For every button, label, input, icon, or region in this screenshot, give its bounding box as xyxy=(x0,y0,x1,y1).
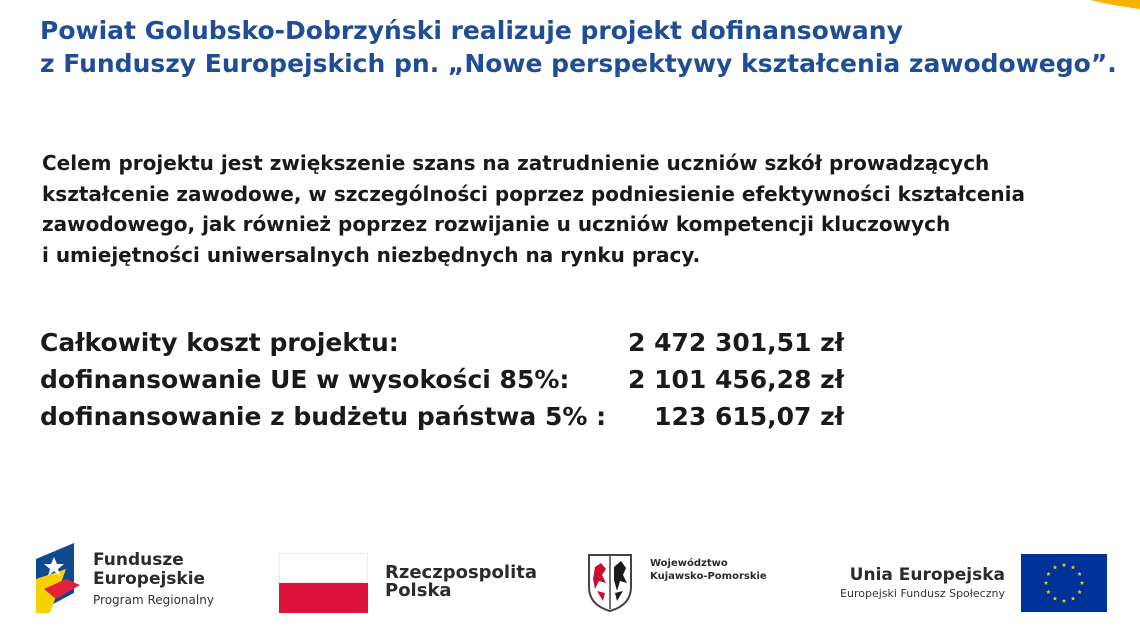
rp-line-2: Polska xyxy=(385,580,452,601)
cost-value: 123 615,07 zł xyxy=(654,402,844,431)
cost-label: dofinansowanie z budżetu państwa 5% : xyxy=(40,402,607,431)
project-description xyxy=(42,148,1025,270)
cost-row-total xyxy=(40,324,850,361)
corner-accent xyxy=(1080,0,1140,12)
cost-label: dofinansowanie UE w wysokości 85%: xyxy=(40,365,570,394)
kp-line-1: Województwo xyxy=(650,558,728,569)
kujawsko-pomorskie-crest-icon xyxy=(587,553,633,613)
description-line-4: i umiejętności uniwersalnych niezbędnych na rynku pracy. xyxy=(42,242,701,267)
ue-line-2: Europejski Fundusz Społeczny xyxy=(840,587,1005,600)
fe-line-3: Program Regionalny xyxy=(93,593,214,607)
fe-line-2: Europejskie xyxy=(93,569,206,589)
title-line-2: z Funduszy Europejskich pn. „Nowe perspektywy kształcenia zawodowego”. xyxy=(40,49,1117,78)
description-line-3: zawodowego, jak również poprzez rozwijanie u uczniów kompetencji kluczowych xyxy=(42,212,951,236)
polish-flag-icon xyxy=(279,553,368,613)
rzeczpospolita-polska-text xyxy=(385,564,537,600)
cost-value: 2 472 301,51 zł xyxy=(628,328,844,357)
cost-label: Całkowity koszt projektu: xyxy=(40,328,399,357)
logo-bar xyxy=(0,535,1140,630)
title-line-1: Powiat Golubsko-Dobrzyński realizuje projekt dofinansowany xyxy=(40,16,903,45)
description-line-1: Celem projektu jest zwiększenie szans na zatrudnienie uczniów szkół prowadzących xyxy=(42,151,990,175)
unia-europejska-text xyxy=(820,565,1005,603)
cost-row-state xyxy=(40,398,850,435)
kp-line-2: Kujawsko-Pomorskie xyxy=(650,571,767,582)
fundusze-europejskie-icon xyxy=(36,543,80,613)
fundusze-europejskie-text xyxy=(93,551,214,611)
cost-row-eu xyxy=(40,361,850,398)
description-line-2: kształcenie zawodowe, w szczególności poprzez podniesienie efektywności kształcenia xyxy=(42,181,1026,206)
cost-table xyxy=(40,324,850,435)
kujawsko-pomorskie-text xyxy=(650,557,767,583)
fe-line-1: Fundusze xyxy=(93,550,184,570)
rp-line-1: Rzeczpospolita xyxy=(385,562,537,583)
page-title xyxy=(40,14,1117,80)
ue-line-1: Unia Europejska xyxy=(849,565,1005,585)
cost-value: 2 101 456,28 zł xyxy=(628,365,844,394)
eu-flag-icon xyxy=(1021,554,1107,612)
